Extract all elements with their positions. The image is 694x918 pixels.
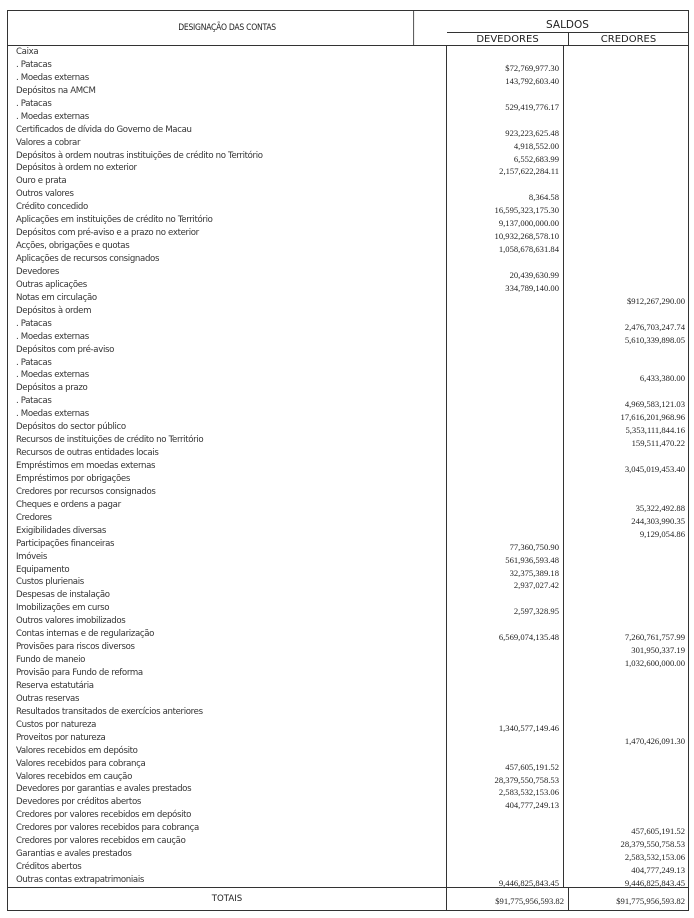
table-row	[8, 706, 688, 719]
account-label: Recursos de outras entidades locais	[8, 447, 447, 460]
account-label: Garantias e avales prestados	[8, 848, 447, 861]
account-label: . Patacas	[8, 98, 447, 111]
credores-value: 1,470,426,091.30	[624, 735, 685, 746]
table-row	[8, 331, 688, 344]
devedores-value: 2,157,622,284.11	[447, 162, 564, 175]
table-row	[8, 796, 688, 809]
credores-value	[564, 589, 688, 602]
devedores-value	[447, 706, 564, 719]
devedores-value: 77,360,750.90	[447, 538, 564, 551]
credores-value	[564, 809, 688, 822]
account-label: Depósitos do sector público	[8, 421, 447, 434]
credores-value	[564, 150, 688, 163]
account-label: Valores a cobrar	[8, 137, 447, 150]
table-row	[8, 46, 688, 59]
credores-value	[564, 59, 688, 72]
credores-value	[564, 447, 688, 460]
devedores-value	[447, 331, 564, 344]
credores-value	[564, 253, 688, 266]
table-row	[8, 150, 688, 163]
table-row	[8, 809, 688, 822]
devedores-value: 8,364.58	[447, 188, 564, 201]
balance-table	[7, 10, 689, 911]
credores-value: 457,605,191.52	[631, 826, 685, 837]
account-label: Aplicações em instituições de crédito no Território	[8, 214, 447, 227]
credores-value	[564, 214, 688, 227]
credores-value: 7,260,761,757.99	[624, 632, 685, 643]
account-label: . Moedas externas	[8, 369, 447, 382]
account-label: . Moedas externas	[8, 72, 447, 85]
table-row	[8, 783, 688, 796]
account-label: Outros valores imobilizados	[8, 615, 447, 628]
devedores-value: 2,583,532,153.06	[447, 783, 564, 796]
devedores-value: 2,597,328.95	[447, 602, 564, 615]
credores-value	[564, 602, 688, 615]
table-row	[8, 253, 688, 266]
table-row	[8, 124, 688, 137]
devedores-value	[447, 369, 564, 382]
credores-value	[564, 382, 688, 395]
account-label: Valores recebidos para cobrança	[8, 758, 447, 771]
account-label: Devedores por créditos abertos	[8, 796, 447, 809]
credores-value	[564, 357, 688, 370]
account-label: Depósitos com pré-aviso	[8, 344, 447, 357]
devedores-value	[447, 111, 564, 124]
devedores-value: 334,789,140.00	[447, 279, 564, 292]
devedores-value	[447, 680, 564, 693]
devedores-value	[447, 861, 564, 874]
devedores-value	[447, 447, 564, 460]
credores-value	[564, 137, 688, 150]
table-row	[8, 59, 688, 72]
devedores-value: 923,223,625.48	[447, 124, 564, 137]
credores-value	[564, 98, 688, 111]
account-label: Crédito concedido	[8, 201, 447, 214]
table-row	[8, 408, 688, 421]
header-credores: CREDORES	[600, 33, 657, 45]
credores-value: 1,032,600,000.00	[624, 658, 685, 669]
table-row	[8, 848, 688, 861]
devedores-value	[447, 344, 564, 357]
credores-value	[564, 266, 688, 279]
table-row	[8, 758, 688, 771]
devedores-value: 2,937,027.42	[447, 576, 564, 589]
account-label: Notas em circulação	[8, 292, 447, 305]
table-row	[8, 486, 688, 499]
table-row	[8, 654, 688, 667]
devedores-value	[447, 615, 564, 628]
devedores-value	[447, 305, 564, 318]
table-row	[8, 266, 688, 279]
devedores-value	[447, 654, 564, 667]
account-label: Depósitos com pré-aviso e a prazo no exterior	[8, 227, 447, 240]
table-row	[8, 344, 688, 357]
table-row	[8, 512, 688, 525]
devedores-value	[447, 848, 564, 861]
credores-value	[564, 124, 688, 137]
credores-value	[564, 85, 688, 98]
devedores-value: 28,379,550,758.53	[447, 771, 564, 784]
credores-value	[564, 188, 688, 201]
totals-row	[8, 887, 688, 911]
credores-value	[564, 344, 688, 357]
account-label: Outras reservas	[8, 693, 447, 706]
account-label: Exigibilidades diversas	[8, 525, 447, 538]
credores-value	[564, 706, 688, 719]
credores-value	[564, 72, 688, 85]
table-row	[8, 98, 688, 111]
table-row	[8, 745, 688, 758]
credores-value	[564, 758, 688, 771]
account-label: Depósitos na AMCM	[8, 85, 447, 98]
credores-value	[564, 111, 688, 124]
devedores-value	[447, 395, 564, 408]
account-label: . Patacas	[8, 357, 447, 370]
devedores-value	[447, 253, 564, 266]
account-label: Contas internas e de regularização	[8, 628, 447, 641]
devedores-value	[447, 421, 564, 434]
account-label: Aplicações de recursos consignados	[8, 253, 447, 266]
devedores-value	[447, 473, 564, 486]
devedores-value: 457,605,191.52	[447, 758, 564, 771]
devedores-value	[447, 318, 564, 331]
devedores-value	[447, 667, 564, 680]
devedores-value: 4,918,552.00	[447, 137, 564, 150]
credores-value	[564, 771, 688, 784]
devedores-value: 10,932,268,578.10	[447, 227, 564, 240]
credores-value: 159,511,470.22	[631, 438, 685, 449]
account-label: Custos plurienais	[8, 576, 447, 589]
account-label: Outras aplicações	[8, 279, 447, 292]
devedores-value: 9,446,825,843.45	[447, 874, 564, 887]
table-row	[8, 175, 688, 188]
account-label: . Moedas externas	[8, 408, 447, 421]
table-row	[8, 292, 688, 305]
devedores-value: 9,137,000,000.00	[447, 214, 564, 227]
account-label: Depósitos à ordem no exterior	[8, 162, 447, 175]
table-row	[8, 434, 688, 447]
table-row	[8, 602, 688, 615]
account-label: Imóveis	[8, 551, 447, 564]
header-subcolumns	[447, 33, 688, 45]
account-label: Empréstimos em moedas externas	[8, 460, 447, 473]
devedores-value	[447, 745, 564, 758]
devedores-value	[447, 822, 564, 835]
account-label: . Patacas	[8, 318, 447, 331]
devedores-value	[447, 732, 564, 745]
account-label: Despesas de instalação	[8, 589, 447, 602]
credores-value: 9,446,825,843.45	[624, 878, 685, 888]
account-label: Outras contas extrapatrimoniais	[8, 874, 447, 887]
devedores-value: 561,936,593.48	[447, 551, 564, 564]
credores-value	[564, 667, 688, 680]
credores-value	[564, 473, 688, 486]
table-row	[8, 369, 688, 382]
devedores-value	[447, 641, 564, 654]
table-row	[8, 564, 688, 577]
table-row	[8, 357, 688, 370]
table-row	[8, 525, 688, 538]
account-label: Resultados transitados de exercícios anteriores	[8, 706, 447, 719]
table-row	[8, 667, 688, 680]
table-row	[8, 137, 688, 150]
account-label: Credores por valores recebidos para cobrança	[8, 822, 447, 835]
table-row	[8, 693, 688, 706]
header-devedores: DEVEDORES	[447, 33, 569, 45]
credores-value	[564, 240, 688, 253]
account-label: Caixa	[8, 46, 447, 59]
credores-value	[564, 201, 688, 214]
account-label: Recursos de instituições de crédito no Território	[8, 434, 447, 447]
table-row	[8, 201, 688, 214]
account-label: Fundo de maneio	[8, 654, 447, 667]
table-row	[8, 641, 688, 654]
table-row	[8, 279, 688, 292]
devedores-value: 6,569,074,135.48	[447, 628, 564, 641]
account-label: Depósitos à ordem	[8, 305, 447, 318]
account-label: Créditos abertos	[8, 861, 447, 874]
devedores-value: 1,058,678,631.84	[447, 240, 564, 253]
devedores-value: 16,595,323,175.30	[447, 201, 564, 214]
credores-value: 3,045,019,453.40	[624, 464, 685, 474]
account-label: Ouro e prata	[8, 175, 447, 188]
credores-value	[564, 693, 688, 706]
account-label: Credores	[8, 512, 447, 525]
devedores-value: 529,419,776.17	[447, 98, 564, 111]
credores-value: 17,616,201,968.96	[620, 412, 685, 423]
account-label: Custos por natureza	[8, 719, 447, 732]
account-label: Reserva estatutária	[8, 680, 447, 693]
credores-value: 244,303,990.35	[631, 515, 685, 526]
table-row	[8, 188, 688, 201]
table-row	[8, 835, 688, 848]
credores-value	[564, 486, 688, 499]
devedores-value	[447, 434, 564, 447]
table-row	[8, 111, 688, 124]
totals-label: TOTAIS	[8, 888, 447, 910]
account-label: Depósitos a prazo	[8, 382, 447, 395]
account-label: Provisão para Fundo de reforma	[8, 667, 447, 680]
table-row	[8, 382, 688, 395]
credores-value: 6,433,380.00	[639, 373, 685, 384]
credores-value	[564, 305, 688, 318]
credores-value: 5,353,111,844.16	[625, 425, 685, 436]
table-row	[8, 732, 688, 745]
credores-value	[564, 175, 688, 188]
devedores-value: 6,552,683.99	[447, 150, 564, 163]
credores-value: 28,379,550,758.53	[620, 839, 685, 850]
table-row	[8, 589, 688, 602]
account-label: Credores por valores recebidos em depósito	[8, 809, 447, 822]
credores-value	[564, 576, 688, 589]
account-label: Cheques e ordens a pagar	[8, 499, 447, 512]
table-row	[8, 85, 688, 98]
table-row	[8, 538, 688, 551]
credores-value: 2,583,532,153.06	[624, 852, 685, 863]
table-row	[8, 318, 688, 331]
table-row	[8, 822, 688, 835]
account-label: Equipamento	[8, 564, 447, 577]
header-designacao: DESIGNAÇÃO DAS CONTAS	[41, 11, 414, 45]
devedores-value	[447, 460, 564, 473]
totals-devedores: $91,775,956,593.82	[447, 888, 569, 910]
devedores-value	[447, 408, 564, 421]
table-row	[8, 447, 688, 460]
devedores-value	[447, 292, 564, 305]
devedores-value: $72,769,977.30	[447, 59, 564, 72]
table-row	[8, 473, 688, 486]
account-label: Credores por recursos consignados	[8, 486, 447, 499]
devedores-value	[447, 693, 564, 706]
account-label: Depósitos à ordem noutras instituições de crédito no Território	[8, 150, 447, 163]
devedores-value	[447, 46, 564, 59]
credores-value: $912,267,290.00	[626, 295, 685, 306]
credores-value	[564, 680, 688, 693]
credores-value	[564, 279, 688, 292]
table-row	[8, 214, 688, 227]
credores-value	[564, 162, 688, 175]
devedores-value: 143,792,603.40	[447, 72, 564, 85]
table-row	[8, 680, 688, 693]
credores-value	[564, 615, 688, 628]
account-label: Imobilizações em curso	[8, 602, 447, 615]
devedores-value	[447, 486, 564, 499]
account-label: . Moedas externas	[8, 331, 447, 344]
devedores-value	[447, 382, 564, 395]
devedores-value	[447, 512, 564, 525]
account-label: Acções, obrigações e quotas	[8, 240, 447, 253]
credores-value	[564, 719, 688, 732]
table-row	[8, 499, 688, 512]
account-label: Credores por valores recebidos em caução	[8, 835, 447, 848]
table-row	[8, 162, 688, 175]
credores-value	[564, 538, 688, 551]
credores-value: 35,322,492.88	[635, 502, 685, 513]
credores-value	[564, 564, 688, 577]
account-label: Devedores	[8, 266, 447, 279]
credores-value: 5,610,339,898.05	[624, 334, 685, 345]
account-label: . Moedas externas	[8, 111, 447, 124]
table-row	[8, 460, 688, 473]
credores-value	[564, 796, 688, 809]
credores-value	[564, 783, 688, 796]
credores-value: 9,129,054.86	[639, 528, 685, 539]
credores-value: 301,950,337.19	[631, 645, 685, 656]
devedores-value: 404,777,249.13	[447, 796, 564, 809]
table-row	[8, 395, 688, 408]
account-label: . Patacas	[8, 59, 447, 72]
account-label: Certificados de dívida do Governo de Macau	[8, 124, 447, 137]
devedores-value	[447, 809, 564, 822]
credores-value	[564, 46, 688, 59]
credores-value: 4,969,583,121.03	[624, 399, 685, 410]
table-row	[8, 861, 688, 874]
devedores-value	[447, 499, 564, 512]
devedores-value	[447, 525, 564, 538]
account-label: Outros valores	[8, 188, 447, 201]
credores-value	[564, 551, 688, 564]
devedores-value	[447, 85, 564, 98]
devedores-value: 20,439,630.99	[447, 266, 564, 279]
devedores-value	[447, 589, 564, 602]
header-saldos-group	[447, 11, 688, 45]
totals-credores: $91,775,956,593.82	[616, 895, 685, 906]
devedores-value	[447, 357, 564, 370]
table-header	[8, 11, 688, 46]
account-label: Empréstimos por obrigações	[8, 473, 447, 486]
table-row	[8, 576, 688, 589]
devedores-value	[447, 175, 564, 188]
table-row	[8, 421, 688, 434]
table-row	[8, 719, 688, 732]
account-label: Proveitos por natureza	[8, 732, 447, 745]
account-label: Devedores por garantias e avales prestados	[8, 783, 447, 796]
table-row	[8, 72, 688, 85]
devedores-value: 1,340,577,149.46	[447, 719, 564, 732]
account-label: Valores recebidos em depósito	[8, 745, 447, 758]
credores-value: 404,777,249.13	[631, 865, 685, 876]
credores-value: 2,476,703,247.74	[624, 321, 685, 332]
header-saldos: SALDOS	[447, 11, 688, 33]
table-row	[8, 628, 688, 641]
table-body	[8, 46, 688, 887]
table-row	[8, 771, 688, 784]
table-row	[8, 874, 688, 887]
table-row	[8, 240, 688, 253]
credores-value	[564, 745, 688, 758]
devedores-value	[447, 835, 564, 848]
account-label: Valores recebidos em caução	[8, 771, 447, 784]
account-label: Participações financeiras	[8, 538, 447, 551]
credores-value	[564, 227, 688, 240]
account-label: . Patacas	[8, 395, 447, 408]
table-row	[8, 615, 688, 628]
table-row	[8, 551, 688, 564]
table-row	[8, 227, 688, 240]
devedores-value: 32,375,389.18	[447, 564, 564, 577]
account-label: Provisões para riscos diversos	[8, 641, 447, 654]
table-row	[8, 305, 688, 318]
